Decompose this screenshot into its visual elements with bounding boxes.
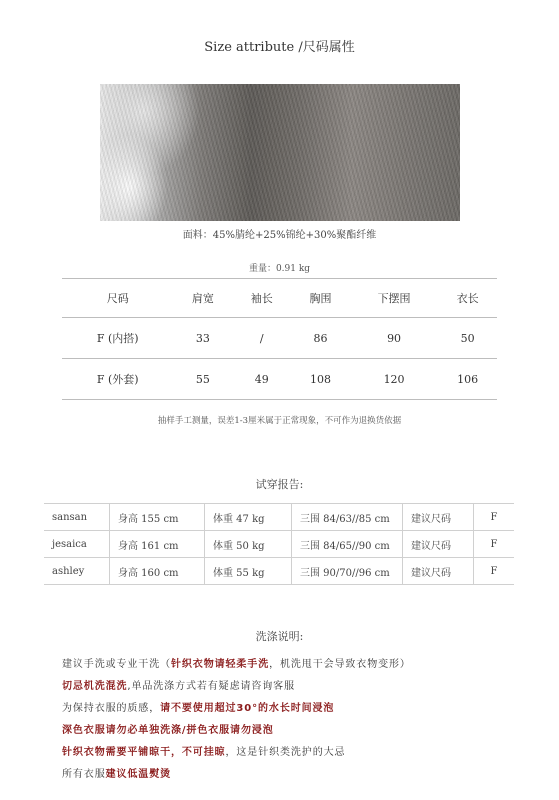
- washing-instructions: [62, 654, 532, 786]
- wash-line: [62, 654, 532, 676]
- wash-text: ,单品洗涤方式若有疑虑请咨询客服: [127, 681, 295, 692]
- wash-warning: 切忌机洗混洗: [62, 681, 128, 692]
- trial-name: sansan: [44, 504, 110, 531]
- washing-title: 洗涤说明:: [255, 630, 304, 643]
- size-cell: F (内搭): [62, 318, 174, 359]
- size-table: [62, 278, 497, 400]
- size-cell: 90: [350, 318, 438, 359]
- size-cell: 120: [350, 359, 438, 400]
- trial-size: F: [474, 558, 515, 585]
- wash-text: 建议手洗或专业干洗（: [62, 659, 171, 670]
- trial-height: 身高 161 cm: [110, 531, 205, 558]
- size-cell: 55: [174, 359, 233, 400]
- trial-measurements: 三围 84/65//90 cm: [292, 531, 403, 558]
- trial-weight: 体重 50 kg: [205, 531, 292, 558]
- trial-size: F: [474, 531, 515, 558]
- fabric-texture-image: [100, 84, 460, 221]
- wash-line: [62, 764, 532, 786]
- wash-line: [62, 698, 532, 720]
- trial-row: [44, 531, 514, 558]
- size-table-row: [62, 359, 497, 400]
- wash-warning: 深色衣服请勿必单独洗涤/拼色衣服请勿浸泡: [62, 725, 274, 736]
- trial-suggest-label: 建议尺码: [403, 504, 474, 531]
- weight-text: 重量：0.91 kg: [248, 264, 311, 274]
- size-table-row: [62, 318, 497, 359]
- trial-name: jesaica: [44, 531, 110, 558]
- fabric-composition: 面料：45%腈纶+25%锦纶+30%聚酯纤维: [182, 230, 377, 241]
- size-header-sleeve: 袖长: [232, 279, 291, 318]
- trial-report-table: [44, 503, 514, 585]
- wash-text: 为保持衣服的质感，: [62, 703, 161, 714]
- wash-warning: 针织衣物请轻柔手洗: [171, 659, 270, 670]
- size-header-shoulder: 肩宽: [174, 279, 233, 318]
- size-cell: 86: [291, 318, 350, 359]
- size-cell: /: [232, 318, 291, 359]
- size-header-size: 尺码: [62, 279, 174, 318]
- measurement-note: 抽样手工测量，误差1-3厘米属于正常现象，不可作为退换货依据: [157, 416, 402, 426]
- size-cell: 106: [438, 359, 497, 400]
- wash-line: [62, 742, 532, 764]
- size-header-length: 衣长: [438, 279, 497, 318]
- trial-name: ashley: [44, 558, 110, 585]
- trial-measurements: 三围 84/63//85 cm: [292, 504, 403, 531]
- wash-line: [62, 720, 532, 742]
- size-cell: 108: [291, 359, 350, 400]
- trial-report-title: 试穿报告:: [255, 478, 304, 491]
- wash-text: 所有衣服: [62, 769, 106, 780]
- trial-measurements: 三围 90/70//96 cm: [292, 558, 403, 585]
- trial-height: 身高 160 cm: [110, 558, 205, 585]
- size-table-header-row: [62, 279, 497, 318]
- size-cell: F (外套): [62, 359, 174, 400]
- trial-size: F: [474, 504, 515, 531]
- size-header-hem: 下摆围: [350, 279, 438, 318]
- wash-text: ，这是针织类洗护的大忌: [225, 747, 346, 758]
- page-title: Size attribute /尺码属性: [204, 40, 355, 55]
- trial-row: [44, 504, 514, 531]
- trial-suggest-label: 建议尺码: [403, 558, 474, 585]
- wash-warning: 针织衣物需要平铺晾干，不可挂晾: [62, 747, 226, 758]
- wash-line: [62, 676, 532, 698]
- trial-row: [44, 558, 514, 585]
- trial-weight: 体重 47 kg: [205, 504, 292, 531]
- size-cell: 50: [438, 318, 497, 359]
- wash-warning: 请不要使用超过30°的水长时间浸泡: [160, 703, 335, 714]
- size-cell: 49: [232, 359, 291, 400]
- trial-weight: 体重 55 kg: [205, 558, 292, 585]
- size-cell: 33: [174, 318, 233, 359]
- wash-warning: 建议低温熨烫: [105, 769, 172, 780]
- size-header-chest: 胸围: [291, 279, 350, 318]
- wash-text: ，机洗甩干会导致衣物变形）: [269, 659, 411, 670]
- trial-suggest-label: 建议尺码: [403, 531, 474, 558]
- trial-height: 身高 155 cm: [110, 504, 205, 531]
